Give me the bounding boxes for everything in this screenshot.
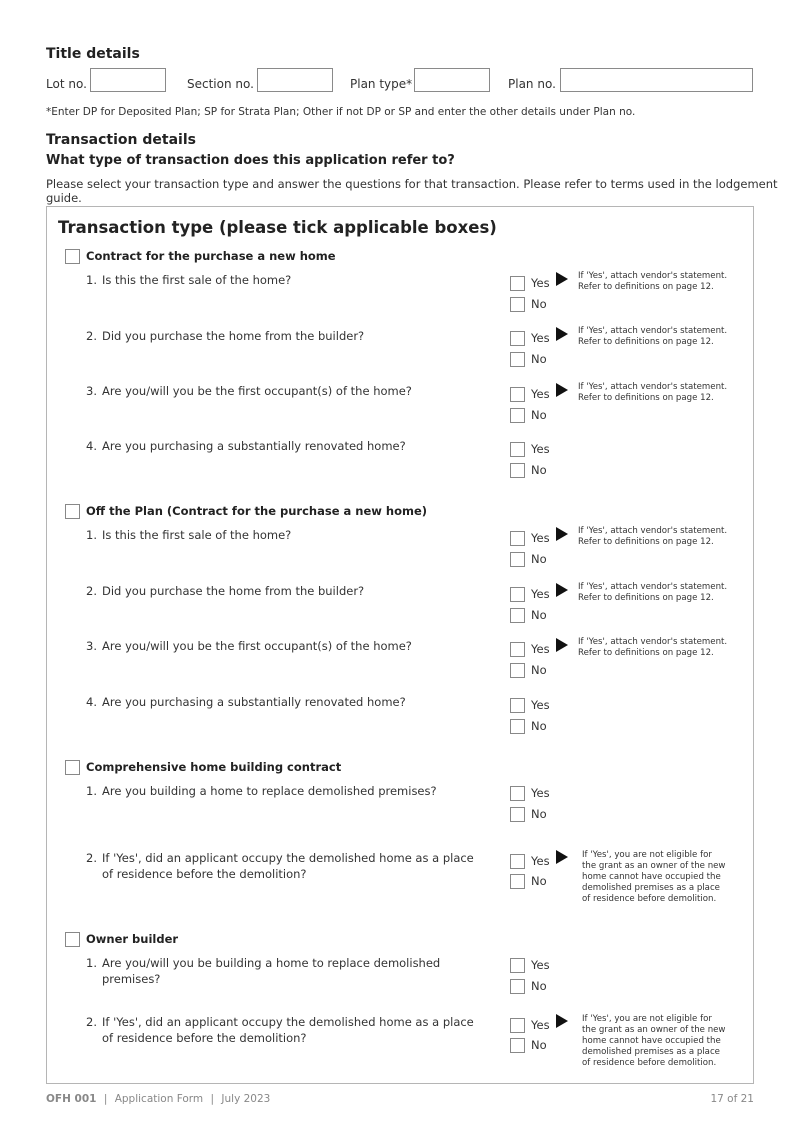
no-checkbox[interactable] bbox=[510, 608, 525, 623]
question-row: 2. Did you purchase the home from the builder? bbox=[86, 584, 365, 598]
transaction-type-title: Transaction type (please tick applicable boxes) bbox=[58, 218, 497, 237]
yes-option[interactable]: Yes bbox=[510, 641, 550, 657]
section-title: Comprehensive home building contract bbox=[86, 760, 342, 774]
plan-no-field[interactable] bbox=[560, 68, 753, 92]
question-row: 1. Are you building a home to replace demolished premises? bbox=[86, 784, 437, 798]
arrow-right-icon bbox=[556, 583, 568, 597]
no-checkbox[interactable] bbox=[510, 552, 525, 567]
question-row: 2. If 'Yes', did an applicant occupy the demolished home as a place of residence before the demolition? bbox=[86, 1015, 474, 1045]
no-option[interactable]: No bbox=[510, 978, 547, 994]
no-option[interactable]: No bbox=[510, 407, 547, 423]
yes-checkbox[interactable] bbox=[510, 387, 525, 402]
yes-checkbox[interactable] bbox=[510, 331, 525, 346]
section-off-the-plan[interactable] bbox=[65, 502, 427, 520]
no-option[interactable]: No bbox=[510, 351, 547, 367]
no-checkbox[interactable] bbox=[510, 352, 525, 367]
plan-type-field[interactable] bbox=[414, 68, 490, 92]
no-checkbox[interactable] bbox=[510, 874, 525, 889]
arrow-right-icon bbox=[556, 327, 568, 341]
no-checkbox[interactable] bbox=[510, 979, 525, 994]
yes-option[interactable]: Yes bbox=[510, 785, 550, 801]
no-checkbox[interactable] bbox=[510, 663, 525, 678]
yes-option[interactable]: Yes bbox=[510, 275, 550, 291]
transaction-details-heading: Transaction details bbox=[46, 132, 196, 148]
ineligible-note: If 'Yes', you are not eligible for the grant as an owner of the new home cannot have occupied the demolished premises as a place of residence before demolition. bbox=[582, 850, 726, 904]
lot-no-label: Lot no. bbox=[46, 77, 87, 91]
yes-option[interactable]: Yes bbox=[510, 586, 550, 602]
question-row: 1. Is this the first sale of the home? bbox=[86, 273, 292, 287]
yes-checkbox[interactable] bbox=[510, 698, 525, 713]
question-row: 1. Are you/will you be building a home to replace demolished premises? bbox=[86, 956, 441, 986]
vendor-statement-note: If 'Yes', attach vendor's statement. Refer to definitions on page 12. bbox=[578, 326, 728, 347]
no-option[interactable]: No bbox=[510, 1037, 547, 1053]
section-comprehensive-building[interactable] bbox=[65, 758, 341, 776]
plan-no-label: Plan no. bbox=[508, 77, 556, 91]
no-checkbox[interactable] bbox=[510, 408, 525, 423]
yes-checkbox[interactable] bbox=[510, 1018, 525, 1033]
yes-checkbox[interactable] bbox=[510, 786, 525, 801]
yes-option[interactable]: Yes bbox=[510, 853, 550, 869]
section-title: Contract for the purchase a new home bbox=[86, 249, 336, 263]
yes-option[interactable]: Yes bbox=[510, 1017, 550, 1033]
section-title: Owner builder bbox=[86, 932, 179, 946]
question-row: 3. Are you/will you be the first occupant(s) of the home? bbox=[86, 384, 412, 398]
arrow-right-icon bbox=[556, 527, 568, 541]
no-option[interactable]: No bbox=[510, 873, 547, 889]
section-checkbox[interactable] bbox=[65, 760, 80, 775]
arrow-right-icon bbox=[556, 383, 568, 397]
question-row: 2. If 'Yes', did an applicant occupy the demolished home as a place of residence before the demolition? bbox=[86, 851, 474, 881]
yes-checkbox[interactable] bbox=[510, 854, 525, 869]
no-checkbox[interactable] bbox=[510, 463, 525, 478]
section-checkbox[interactable] bbox=[65, 504, 80, 519]
yes-option[interactable]: Yes bbox=[510, 957, 550, 973]
plan-type-label: Plan type* bbox=[350, 77, 413, 91]
no-option[interactable]: No bbox=[510, 607, 547, 623]
section-title: Off the Plan (Contract for the purchase a new home) bbox=[86, 504, 428, 518]
yes-option[interactable]: Yes bbox=[510, 697, 550, 713]
section-no-field[interactable] bbox=[257, 68, 333, 92]
no-checkbox[interactable] bbox=[510, 1038, 525, 1053]
plan-type-footnote: *Enter DP for Deposited Plan; SP for Strata Plan; Other if not DP or SP and enter the other details under Plan no. bbox=[46, 106, 636, 118]
lot-no-field[interactable] bbox=[90, 68, 166, 92]
yes-checkbox[interactable] bbox=[510, 442, 525, 457]
form-date: July 2023 bbox=[221, 1093, 271, 1105]
no-option[interactable]: No bbox=[510, 662, 547, 678]
title-details-heading: Title details bbox=[46, 46, 140, 62]
question-row: 4. Are you purchasing a substantially renovated home? bbox=[86, 695, 406, 709]
section-no-label: Section no. bbox=[187, 77, 254, 91]
yes-checkbox[interactable] bbox=[510, 276, 525, 291]
yes-checkbox[interactable] bbox=[510, 642, 525, 657]
no-checkbox[interactable] bbox=[510, 807, 525, 822]
no-option[interactable]: No bbox=[510, 551, 547, 567]
vendor-statement-note: If 'Yes', attach vendor's statement. Refer to definitions on page 12. bbox=[578, 382, 728, 403]
footer-left: OFH 001 | Application Form | July 2023 bbox=[46, 1093, 271, 1105]
transaction-question: What type of transaction does this application refer to? bbox=[46, 153, 455, 168]
yes-checkbox[interactable] bbox=[510, 587, 525, 602]
arrow-right-icon bbox=[556, 272, 568, 286]
section-contract-new-home[interactable] bbox=[65, 247, 336, 265]
question-row: 2. Did you purchase the home from the builder? bbox=[86, 329, 365, 343]
vendor-statement-note: If 'Yes', attach vendor's statement. Refer to definitions on page 12. bbox=[578, 582, 728, 603]
transaction-instruction: Please select your transaction type and answer the questions for that transaction. Please refer to terms used in the lodgement guide. bbox=[46, 177, 778, 205]
form-code: OFH 001 bbox=[46, 1093, 97, 1105]
yes-option[interactable]: Yes bbox=[510, 330, 550, 346]
arrow-right-icon bbox=[556, 638, 568, 652]
vendor-statement-note: If 'Yes', attach vendor's statement. Refer to definitions on page 12. bbox=[578, 637, 728, 658]
form-name: Application Form bbox=[114, 1093, 204, 1105]
page-number: 17 of 21 bbox=[710, 1093, 754, 1105]
question-row: 1. Is this the first sale of the home? bbox=[86, 528, 292, 542]
ineligible-note: If 'Yes', you are not eligible for the grant as an owner of the new home cannot have occupied the demolished premises as a place of residence before demolition. bbox=[582, 1014, 726, 1068]
yes-checkbox[interactable] bbox=[510, 958, 525, 973]
question-row: 4. Are you purchasing a substantially renovated home? bbox=[86, 439, 406, 453]
arrow-right-icon bbox=[556, 850, 568, 864]
section-owner-builder[interactable] bbox=[65, 930, 178, 948]
yes-option[interactable]: Yes bbox=[510, 530, 550, 546]
vendor-statement-note: If 'Yes', attach vendor's statement. Refer to definitions on page 12. bbox=[578, 526, 728, 547]
arrow-right-icon bbox=[556, 1014, 568, 1028]
section-checkbox[interactable] bbox=[65, 932, 80, 947]
section-checkbox[interactable] bbox=[65, 249, 80, 264]
vendor-statement-note: If 'Yes', attach vendor's statement. Refer to definitions on page 12. bbox=[578, 271, 728, 292]
no-option[interactable]: No bbox=[510, 296, 547, 312]
yes-option[interactable]: Yes bbox=[510, 441, 550, 457]
no-option[interactable]: No bbox=[510, 806, 547, 822]
no-option[interactable]: No bbox=[510, 718, 547, 734]
yes-option[interactable]: Yes bbox=[510, 386, 550, 402]
no-option[interactable]: No bbox=[510, 462, 547, 478]
no-checkbox[interactable] bbox=[510, 297, 525, 312]
question-row: 3. Are you/will you be the first occupant(s) of the home? bbox=[86, 639, 412, 653]
no-checkbox[interactable] bbox=[510, 719, 525, 734]
yes-checkbox[interactable] bbox=[510, 531, 525, 546]
